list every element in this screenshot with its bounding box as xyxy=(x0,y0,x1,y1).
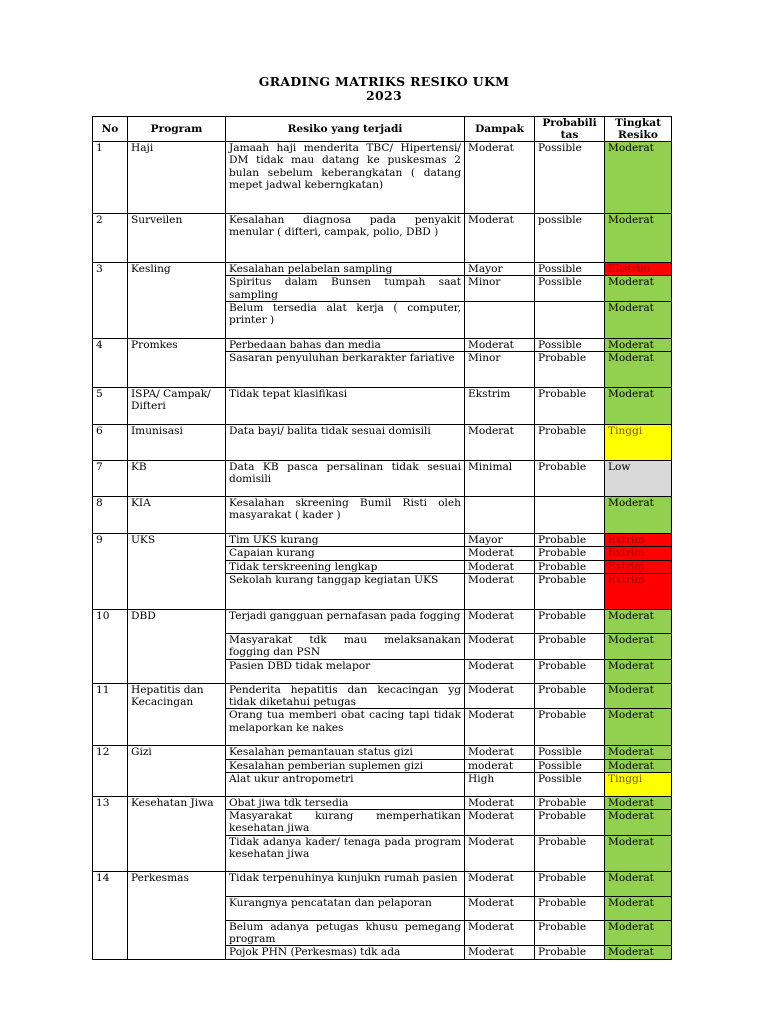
row-program: Kesehatan Jiwa xyxy=(128,796,226,871)
impact-value: Moderat xyxy=(465,896,535,920)
row-number: 2 xyxy=(93,214,128,263)
probability-value xyxy=(535,301,605,338)
row-number: 3 xyxy=(93,263,128,339)
impact-value: Moderat xyxy=(465,796,535,809)
risk-description: Pasien DBD tidak melapor xyxy=(226,659,465,683)
probability-value: Possible xyxy=(535,263,605,276)
probability-value: Probable xyxy=(535,547,605,560)
table-row xyxy=(93,796,672,809)
probability-value: Possible xyxy=(535,276,605,302)
risk-description: Orang tua memberi obat cacing tapi tidak melaporkan ke nakes xyxy=(226,709,465,746)
risk-description: Sekolah kurang tanggap kegiatan UKS xyxy=(226,574,465,610)
risk-level-badge: Moderat xyxy=(605,796,672,809)
risk-level-badge: Moderat xyxy=(605,759,672,772)
impact-value: moderat xyxy=(465,759,535,772)
impact-value: Mayor xyxy=(465,263,535,276)
risk-level-badge: Moderat xyxy=(605,214,672,263)
risk-description: Masyarakat tdk mau melaksanakan fogging dan PSN xyxy=(226,634,465,660)
probability-value: Probable xyxy=(535,796,605,809)
probability-value: Probable xyxy=(535,352,605,388)
risk-level-badge: Moderat xyxy=(605,388,672,425)
row-program: Surveilen xyxy=(128,214,226,263)
risk-description: Alat ukur antropometri xyxy=(226,772,465,796)
risk-description: Pojok PHN (Perkesmas) tdk ada xyxy=(226,946,465,959)
risk-level-badge: Moderat xyxy=(605,301,672,338)
impact-value: Moderat xyxy=(465,142,535,214)
risk-level-badge: Moderat xyxy=(605,746,672,759)
table-row xyxy=(93,497,672,534)
risk-level-badge: Moderat xyxy=(605,683,672,709)
risk-level-badge: Tinggi xyxy=(605,772,672,796)
row-program: KIA xyxy=(128,497,226,534)
table-row xyxy=(93,338,672,351)
row-program: KB xyxy=(128,461,226,497)
risk-description: Kesalahan skreening Bumil Risti oleh masyarakat ( kader ) xyxy=(226,497,465,534)
table-row xyxy=(93,683,672,709)
risk-level-badge: Moderat xyxy=(605,497,672,534)
table-row xyxy=(93,214,672,263)
risk-description: Jamaah haji menderita TBC/ Hipertensi/ DM tidak mau datang ke puskesmas 2 bulan sebelum keberangkatan ( datang mepet jadwal keberngkatan) xyxy=(226,142,465,214)
table-row xyxy=(93,388,672,425)
risk-level-badge: Moderat xyxy=(605,338,672,351)
probability-value: Probable xyxy=(535,461,605,497)
risk-description: Data bayi/ balita tidak sesuai domisili xyxy=(226,425,465,461)
risk-description: Kesalahan diagnosa pada penyakit menular ( difteri, campak, polio, DBD ) xyxy=(226,214,465,263)
risk-level-badge: Moderat xyxy=(605,835,672,871)
risk-description: Penderita hepatitis dan kecacingan yg tidak diketahui petugas xyxy=(226,683,465,709)
row-program: Kesling xyxy=(128,263,226,339)
row-number: 14 xyxy=(93,871,128,959)
impact-value: Moderat xyxy=(465,214,535,263)
risk-description: Kurangnya pencatatan dan pelaporan xyxy=(226,896,465,920)
probability-value: Possible xyxy=(535,772,605,796)
row-number: 11 xyxy=(93,683,128,746)
probability-value: Possible xyxy=(535,759,605,772)
header-no: No xyxy=(93,117,128,142)
row-program: Perkesmas xyxy=(128,871,226,959)
impact-value: Moderat xyxy=(465,425,535,461)
probability-value: Possible xyxy=(535,338,605,351)
document-year: 2023 xyxy=(366,88,402,103)
row-number: 9 xyxy=(93,534,128,610)
probability-value: Probable xyxy=(535,835,605,871)
probability-value: Probable xyxy=(535,634,605,660)
risk-level-badge: Ekstrim xyxy=(605,263,672,276)
risk-level-badge: Low xyxy=(605,461,672,497)
row-program: Imunisasi xyxy=(128,425,226,461)
table-row xyxy=(93,534,672,547)
table-row xyxy=(93,746,672,759)
header-impact: Dampak xyxy=(465,117,535,142)
table-body xyxy=(93,142,672,960)
table-row xyxy=(93,263,672,276)
impact-value: Ekstrim xyxy=(465,388,535,425)
row-number: 4 xyxy=(93,338,128,387)
probability-value: Probable xyxy=(535,683,605,709)
table-row xyxy=(93,461,672,497)
impact-value: Minor xyxy=(465,276,535,302)
risk-level-badge: Extrim xyxy=(605,547,672,560)
row-number: 6 xyxy=(93,425,128,461)
row-program: Promkes xyxy=(128,338,226,387)
table-header-row xyxy=(93,117,672,142)
impact-value: Moderat xyxy=(465,560,535,573)
risk-description: Perbedaan bahas dan media xyxy=(226,338,465,351)
header-program: Program xyxy=(128,117,226,142)
impact-value xyxy=(465,301,535,338)
probability-value: Probable xyxy=(535,388,605,425)
risk-description: Kesalahan pelabelan sampling xyxy=(226,263,465,276)
row-number: 1 xyxy=(93,142,128,214)
header-risk: Resiko yang terjadi xyxy=(226,117,465,142)
table-row xyxy=(93,610,672,634)
document-title: GRADING MATRIKS RESIKO UKM xyxy=(258,74,510,89)
impact-value: Moderat xyxy=(465,746,535,759)
risk-level-badge: Moderat xyxy=(605,810,672,836)
risk-level-badge: Moderat xyxy=(605,709,672,746)
risk-description: Tidak adanya kader/ tenaga pada program kesehatan jiwa xyxy=(226,835,465,871)
risk-level-badge: Moderat xyxy=(605,946,672,959)
probability-value: Probable xyxy=(535,810,605,836)
impact-value: Moderat xyxy=(465,835,535,871)
row-program: UKS xyxy=(128,534,226,610)
row-number: 10 xyxy=(93,610,128,684)
row-program: DBD xyxy=(128,610,226,684)
risk-level-badge: Moderat xyxy=(605,659,672,683)
probability-value: Probable xyxy=(535,946,605,959)
table-row xyxy=(93,142,672,214)
impact-value: Moderat xyxy=(465,634,535,660)
impact-value: High xyxy=(465,772,535,796)
impact-value: Moderat xyxy=(465,659,535,683)
risk-description: Obat jiwa tdk tersedia xyxy=(226,796,465,809)
risk-description: Data KB pasca persalinan tidak sesuai domisili xyxy=(226,461,465,497)
probability-value: Probable xyxy=(535,610,605,634)
risk-level-badge: Moderat xyxy=(605,634,672,660)
probability-value xyxy=(535,497,605,534)
impact-value: Moderat xyxy=(465,338,535,351)
risk-level-badge: Moderat xyxy=(605,920,672,946)
header-probability: Probabili tas xyxy=(535,117,605,142)
risk-level-badge: Moderat xyxy=(605,896,672,920)
risk-level-badge: Extrim xyxy=(605,574,672,610)
row-number: 8 xyxy=(93,497,128,534)
risk-level-badge: Moderat xyxy=(605,610,672,634)
probability-value: Probable xyxy=(535,920,605,946)
impact-value: Moderat xyxy=(465,610,535,634)
probability-value: Possible xyxy=(535,746,605,759)
probability-value: Probable xyxy=(535,871,605,896)
risk-level-badge: Extrim xyxy=(605,534,672,547)
probability-value: possible xyxy=(535,214,605,263)
risk-level-badge: Moderat xyxy=(605,871,672,896)
impact-value: Moderat xyxy=(465,920,535,946)
impact-value: Mayor xyxy=(465,534,535,547)
risk-description: Kesalahan pemantauan status gizi xyxy=(226,746,465,759)
impact-value: Minimal xyxy=(465,461,535,497)
risk-description: Tidak tepat klasifikasi xyxy=(226,388,465,425)
table-row xyxy=(93,425,672,461)
probability-value: Probable xyxy=(535,534,605,547)
probability-value: Probable xyxy=(535,574,605,610)
probability-value: Probable xyxy=(535,709,605,746)
row-program: Hepatitis dan Kecacingan xyxy=(128,683,226,746)
row-program: Haji xyxy=(128,142,226,214)
probability-value: Probable xyxy=(535,560,605,573)
probability-value: Probable xyxy=(535,896,605,920)
risk-level-badge: Moderat xyxy=(605,142,672,214)
risk-description: Tidak terskreening lengkap xyxy=(226,560,465,573)
risk-level-badge: Moderat xyxy=(605,352,672,388)
row-program: ISPA/ Campak/ Difteri xyxy=(128,388,226,425)
risk-description: Terjadi gangguan pernafasan pada fogging xyxy=(226,610,465,634)
risk-description: Kesalahan pemberian suplemen gizi xyxy=(226,759,465,772)
row-program: Gizi xyxy=(128,746,226,797)
impact-value: Moderat xyxy=(465,810,535,836)
header-risk-level: Tingkat Resiko xyxy=(605,117,672,142)
row-number: 5 xyxy=(93,388,128,425)
row-number: 12 xyxy=(93,746,128,797)
impact-value: Moderat xyxy=(465,709,535,746)
probability-value: Probable xyxy=(535,425,605,461)
probability-value: Probable xyxy=(535,659,605,683)
row-number: 7 xyxy=(93,461,128,497)
risk-description: Tidak terpenuhinya kunjukn rumah pasien xyxy=(226,871,465,896)
risk-description: Belum adanya petugas khusu pemegang program xyxy=(226,920,465,946)
risk-description: Sasaran penyuluhan berkarakter fariative xyxy=(226,352,465,388)
probability-value: Possible xyxy=(535,142,605,214)
risk-description: Tim UKS kurang xyxy=(226,534,465,547)
impact-value: Moderat xyxy=(465,946,535,959)
impact-value: Moderat xyxy=(465,574,535,610)
impact-value xyxy=(465,497,535,534)
impact-value: Moderat xyxy=(465,871,535,896)
impact-value: Moderat xyxy=(465,683,535,709)
risk-level-badge: Moderat xyxy=(605,276,672,302)
table-row xyxy=(93,871,672,896)
risk-level-badge: Tinggi xyxy=(605,425,672,461)
risk-description: Masyarakat kurang memperhatikan kesehatan jiwa xyxy=(226,810,465,836)
risk-matrix-table xyxy=(92,116,672,960)
impact-value: Moderat xyxy=(465,547,535,560)
row-number: 13 xyxy=(93,796,128,871)
risk-description: Spiritus dalam Bunsen tumpah saat sampling xyxy=(226,276,465,302)
impact-value: Minor xyxy=(465,352,535,388)
risk-description: Capaian kurang xyxy=(226,547,465,560)
risk-level-badge: Extrim xyxy=(605,560,672,573)
risk-description: Belum tersedia alat kerja ( computer, printer ) xyxy=(226,301,465,338)
